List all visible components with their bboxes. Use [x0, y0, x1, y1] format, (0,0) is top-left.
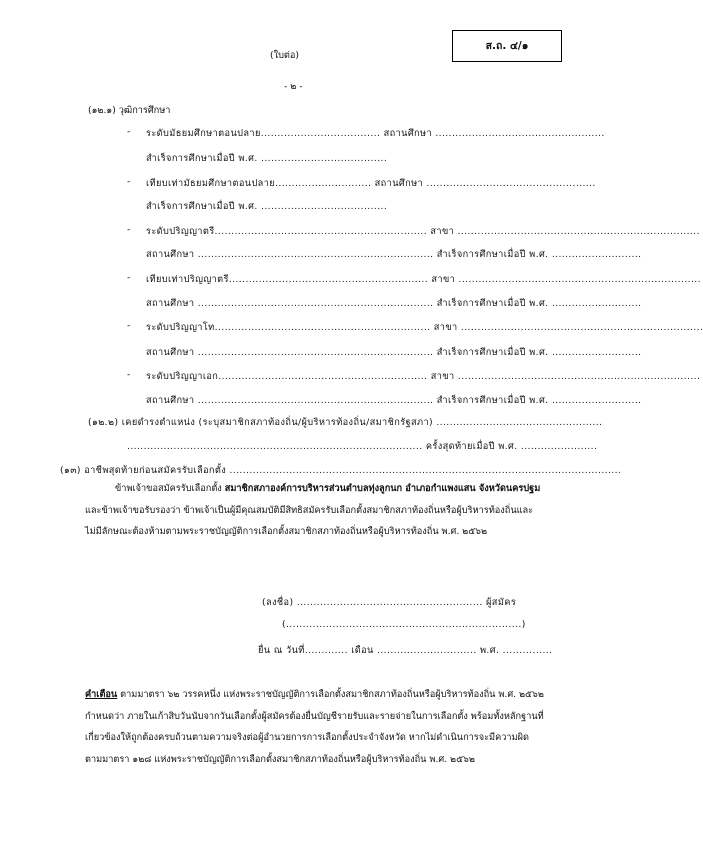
bullet: -	[127, 176, 131, 187]
positions-line-1: (๑๒.๒) เคยดำรงตำแหน่ง (ระบุสมาชิกสภาท้องถิ่น/ผู้บริหารท้องถิ่น/สมาชิกรัฐสภา) ..................................................	[88, 417, 603, 428]
education-entry-line: เทียบเท่ามัธยมศึกษาตอนปลาย............................. สถานศึกษา ...................................................	[146, 178, 596, 189]
declaration-bold: สมาชิกสภาองค์การบริหารส่วนตำบลทุ่งลูกนก อำเภอกำแพงแสน จังหวัดนครปฐม	[224, 483, 541, 494]
education-entry-line: เทียบเท่าปริญญาตรี............................................................ สาขา .........................................................................	[146, 274, 701, 285]
occupation-line: (๑๓) อาชีพสุดท้ายก่อนสมัครรับเลือกตั้ง ......................................................................................................................	[60, 465, 622, 476]
continued-label: (ใบต่อ)	[270, 50, 299, 61]
warning-text: ตามมาตรา ๖๒ วรรคหนึ่ง แห่งพระราชบัญญัติการเลือกตั้งสมาชิกสภาท้องถิ่นหรือผู้บริหารท้องถิ่น พ.ศ. ๒๕๖๒ กำหนดว่า ภายในเก้าสิบวันนับจากวันเลือกตั้งผู้สมัครต้องยื่นบัญชีรายรับและรายจ่ายในการเลือกตั้ง พร้อมทั้งหลักฐานที่เกี่ยวข้องให้ถูกต้องครบถ้วนตามความจริงต่อผู้อำนวยการการเลือกตั้งประจำจังหวัด หากไม่ดำเนินการจะมีความผิดตามมาตรา ๑๒๘ แห่งพระราชบัญญัติการเลือกตั้งสมาชิกสภาท้องถิ่นหรือผู้บริหารท้องถิ่น พ.ศ. ๒๕๖๒	[85, 689, 544, 765]
declaration-text-1: ข้าพเจ้าขอสมัครรับเลือกตั้ง	[115, 483, 225, 494]
warning-label: คำเตือน	[85, 689, 118, 700]
declaration-text-2: และข้าพเจ้าขอรับรองว่า ข้าพเจ้าเป็นผู้มีคุณสมบัติมีสิทธิสมัครรับเลือกตั้งสมาชิกสภาท้องถิ่นหรือผู้บริหารท้องถิ่นและไม่มีลักษณะต้องห้ามตามพระราชบัญญัติการเลือกตั้งสมาชิกสภาท้องถิ่นหรือผู้บริหารท้องถิ่น พ.ศ. ๒๕๖๒	[85, 504, 534, 537]
education-entry-line: สำเร็จการศึกษาเมื่อปี พ.ศ. ......................................	[146, 201, 388, 212]
education-entry-line: สถานศึกษา ....................................................................... สำเร็จการศึกษาเมื่อปี พ.ศ. ...........................	[146, 298, 642, 309]
bullet: -	[127, 320, 131, 331]
declaration-paragraph	[85, 478, 545, 543]
education-entry-line: ระดับปริญญาโท................................................................. สาขา .........................................................................	[146, 322, 703, 333]
education-entry-line: ระดับปริญญาเอก............................................................... สาขา .........................................................................	[146, 371, 701, 382]
education-heading: (๑๒.๑) วุฒิการศึกษา	[88, 105, 171, 116]
name-line: (.......................................................................)	[282, 619, 526, 630]
education-entry-line: ระดับปริญญาตรี................................................................ สาขา .........................................................................	[146, 226, 700, 237]
education-entry-line: สำเร็จการศึกษาเมื่อปี พ.ศ. ......................................	[146, 153, 388, 164]
education-entry-line: สถานศึกษา ....................................................................... สำเร็จการศึกษาเมื่อปี พ.ศ. ...........................	[146, 395, 642, 406]
bullet: -	[127, 369, 131, 380]
form-code: ส.ถ. ๔/๑	[485, 40, 529, 52]
education-entry-line: สถานศึกษา ....................................................................... สำเร็จการศึกษาเมื่อปี พ.ศ. ...........................	[146, 347, 642, 358]
bullet: -	[127, 272, 131, 283]
positions-line-2: ......................................................................................... ครั้งสุดท้ายเมื่อปี พ.ศ. .......................	[127, 441, 598, 452]
education-entry-line: ระดับมัธยมศึกษาตอนปลาย.................................... สถานศึกษา ...................................................	[146, 128, 605, 139]
bullet: -	[127, 224, 131, 235]
signature-line: (ลงชื่อ) ........................................................ ผู้สมัคร	[262, 597, 517, 608]
page-number: - ๒ -	[284, 81, 303, 92]
date-line: ยื่น ณ วันที่............. เดือน .............................. พ.ศ. ...............	[258, 645, 553, 656]
warning-paragraph	[85, 684, 545, 770]
form-code-box	[452, 30, 562, 62]
education-entry-line: สถานศึกษา ....................................................................... สำเร็จการศึกษาเมื่อปี พ.ศ. ...........................	[146, 249, 642, 260]
bullet: -	[127, 126, 131, 137]
